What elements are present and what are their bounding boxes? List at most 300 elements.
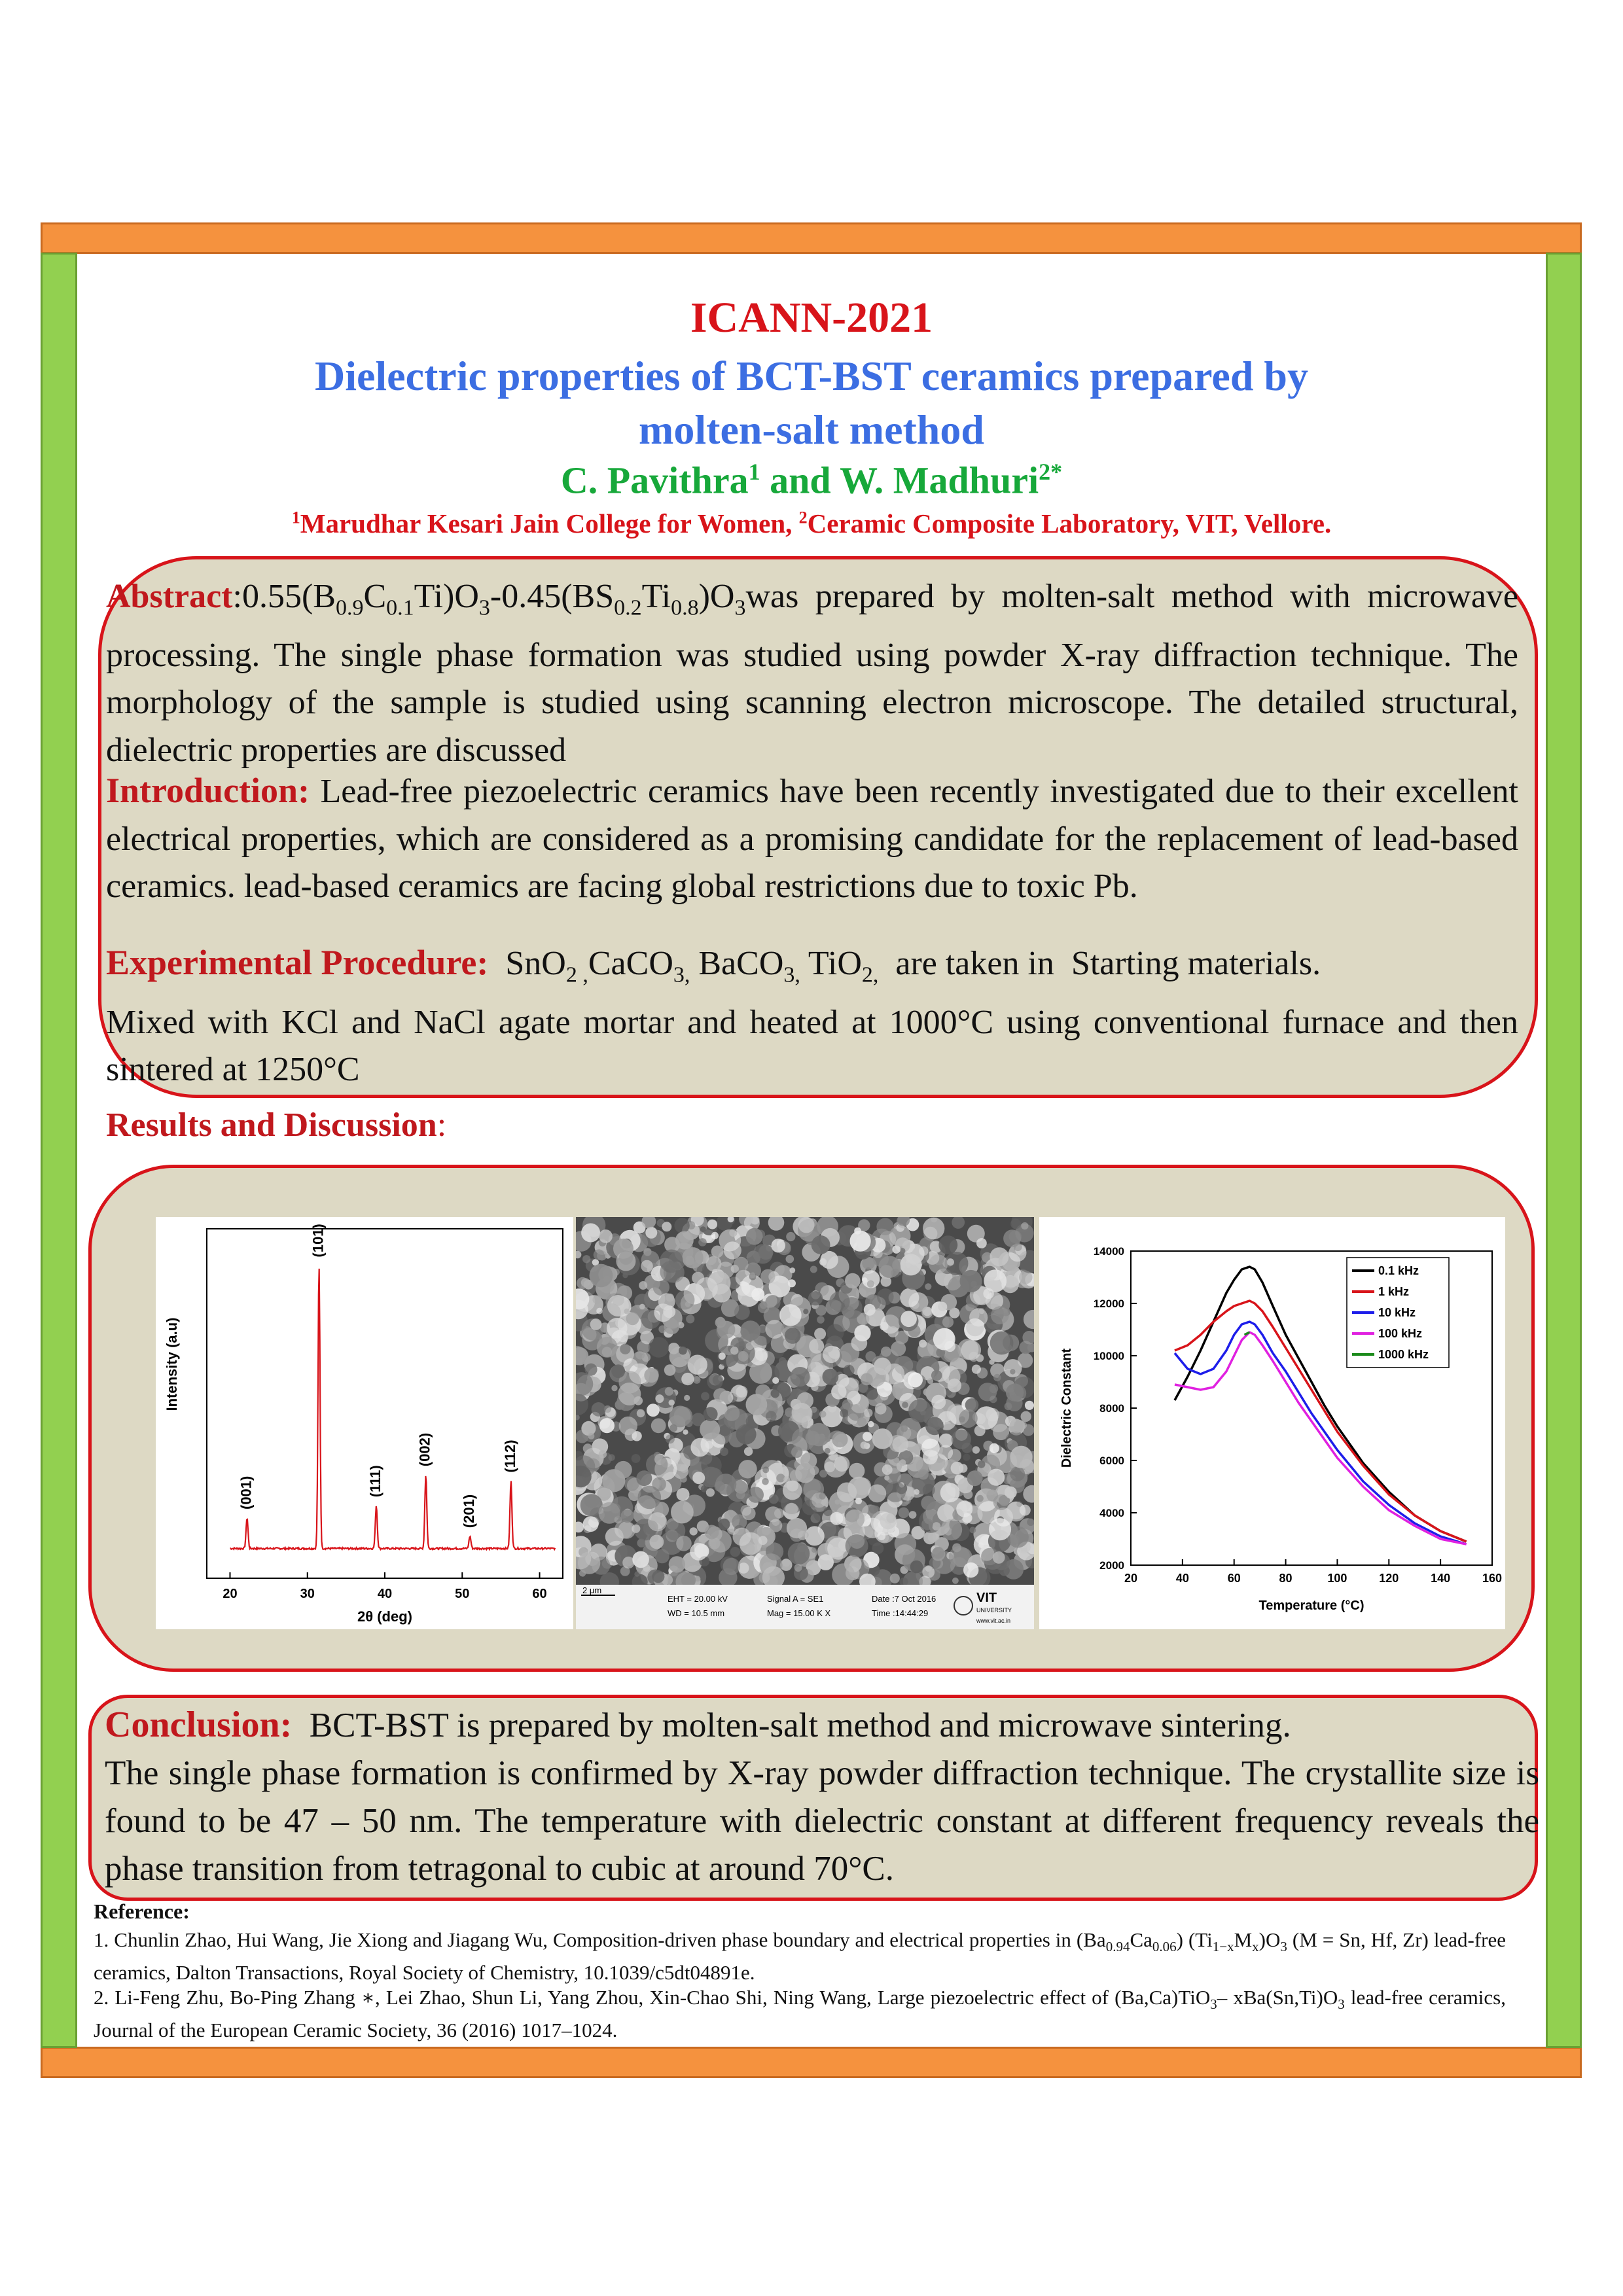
sem-grain (649, 1337, 669, 1357)
aff-2-sup: 2 (798, 508, 808, 527)
sem-grain (938, 1302, 947, 1311)
sem-grain (758, 1536, 768, 1545)
formula-sub: 0.2 (614, 595, 642, 620)
sem-grain (919, 1339, 927, 1347)
sem-grain (952, 1430, 971, 1449)
sem-grain (624, 1309, 630, 1315)
ref-sub: 3 (1210, 1996, 1217, 2013)
sem-grain (690, 1438, 709, 1457)
formula-part: C (363, 578, 387, 615)
sem-grain (931, 1370, 942, 1381)
sem-grain (879, 1256, 901, 1278)
sem-grain (959, 1409, 978, 1428)
formula-sub: 0.8 (671, 595, 699, 620)
sem-grain (803, 1309, 808, 1314)
sem-grain (666, 1294, 674, 1302)
ref-sub: 1−x (1212, 1939, 1234, 1955)
abstract-text: was prepared by molten-salt method with microwave processing. The single phase formation was studied using powder X-ray diffraction technique. The morphology of the sample is studied using scanning electron microscope. The detailed structural, dielectric properties are discussed (106, 578, 1518, 769)
sem-grain (861, 1441, 868, 1449)
sem-grain (679, 1347, 687, 1355)
sem-grain (654, 1303, 672, 1322)
sem-grain (655, 1394, 664, 1403)
sem-grain (840, 1409, 848, 1417)
sem-grain (972, 1365, 981, 1374)
ref-text: lead-free ceramics, Journal of the European Ceramic Society, 36 (2016) 1017–1024. (94, 1986, 1506, 2042)
affiliation-2: Ceramic Composite Laboratory, VIT, Vellore. (807, 508, 1332, 539)
sem-grain (690, 1543, 707, 1561)
xrd-x-tick-label: 60 (532, 1587, 547, 1601)
sem-grain (782, 1559, 791, 1567)
sem-grain (874, 1506, 880, 1511)
chem-part: BaCO (690, 945, 784, 982)
sem-grain (1006, 1395, 1022, 1411)
sem-grain (993, 1551, 1005, 1564)
sem-grain (827, 1324, 844, 1341)
sem-grain (583, 1443, 593, 1453)
sem-grain (696, 1277, 718, 1299)
reference-2 (94, 1985, 1506, 2043)
sem-date: Date :7 Oct 2016 (872, 1594, 936, 1604)
sem-grain (582, 1255, 590, 1263)
sem-grain (692, 1472, 705, 1484)
sem-grain (620, 1344, 630, 1354)
sem-grain (989, 1518, 1011, 1540)
sem-grain (875, 1403, 887, 1415)
sem-grain (762, 1466, 769, 1473)
sem-grain (817, 1316, 825, 1324)
sem-scale-label: 2 μm (582, 1585, 602, 1595)
sem-grain (669, 1556, 685, 1572)
ref-text: Ca (1130, 1928, 1152, 1951)
sem-grain (975, 1406, 998, 1429)
poster-title-line1: Dielectric properties of BCT-BST ceramics prepared by (314, 353, 1309, 399)
sem-grain (969, 1527, 976, 1533)
sem-grain (885, 1481, 906, 1502)
sem-grain (923, 1450, 938, 1465)
sem-grain (711, 1232, 719, 1239)
sem-grain (758, 1302, 769, 1313)
sem-grain (792, 1403, 812, 1423)
sem-grain (666, 1434, 675, 1443)
sem-grain (690, 1527, 698, 1535)
sem-grain (899, 1508, 910, 1519)
xrd-peak-label: (201) (461, 1494, 478, 1528)
sem-grain (990, 1385, 999, 1394)
sem-grain (632, 1551, 649, 1568)
experimental-text-mid: are taken in Starting materials. (878, 945, 1321, 982)
sem-grain (619, 1250, 633, 1265)
sem-grain (830, 1512, 843, 1525)
sem-grain (644, 1368, 658, 1383)
sem-grain (734, 1257, 749, 1272)
sem-grain (963, 1563, 978, 1578)
sem-grain (717, 1321, 735, 1339)
sem-grain (969, 1308, 988, 1326)
poster-title-line2: molten-salt method (639, 406, 984, 453)
conclusion-text-1: BCT-BST is prepared by molten-salt method and microwave sintering. (292, 1706, 1291, 1744)
sem-grain (698, 1238, 707, 1246)
sem-grain (938, 1235, 957, 1254)
author-2: W. Madhuri (840, 459, 1039, 502)
sem-grain (918, 1470, 929, 1480)
xrd-figure (156, 1217, 573, 1629)
xrd-peak-label: (111) (366, 1465, 383, 1498)
sem-grain (923, 1531, 936, 1544)
sem-grain (832, 1432, 847, 1447)
top-border-bar (41, 222, 1582, 254)
sem-grain (831, 1384, 846, 1399)
sem-grain (581, 1421, 596, 1436)
sem-grain (819, 1411, 827, 1418)
sem-grain (929, 1254, 948, 1273)
sem-grain (786, 1232, 795, 1241)
sem-grain (677, 1488, 690, 1501)
diel-y-tick-label: 2000 (1099, 1559, 1124, 1572)
sem-micrograph (576, 1217, 1034, 1629)
sem-figure (576, 1217, 1034, 1629)
sem-grain (933, 1335, 943, 1345)
sem-grain (594, 1249, 605, 1260)
sem-grain (808, 1423, 831, 1447)
sem-grain (772, 1377, 779, 1384)
sem-grain (922, 1566, 935, 1578)
sem-grain (963, 1454, 970, 1461)
sem-grain (972, 1446, 980, 1453)
sem-grain (736, 1386, 748, 1398)
sem-grain (861, 1373, 873, 1386)
sem-grain (645, 1227, 657, 1239)
sem-grain (747, 1487, 764, 1503)
affiliation-1: Marudhar Kesari Jain College for Women, (300, 508, 799, 539)
sem-grain (857, 1417, 866, 1426)
sem-grain (647, 1404, 660, 1417)
sem-grain (921, 1519, 933, 1530)
sem-grain (700, 1226, 706, 1232)
sem-grain (868, 1485, 886, 1503)
sem-grain (597, 1337, 618, 1358)
sem-grain (715, 1481, 725, 1492)
sem-grain (583, 1516, 599, 1532)
sem-grain (993, 1494, 1009, 1510)
formula-sub: 0.1 (386, 595, 414, 620)
sem-grain (632, 1525, 640, 1533)
sem-url: www.vit.ac.in (976, 1617, 1011, 1624)
sem-grain (890, 1574, 900, 1583)
sem-grain (701, 1392, 709, 1400)
sem-grain (665, 1387, 673, 1396)
sem-grain (707, 1374, 722, 1390)
sem-grain (622, 1273, 628, 1278)
sem-grain (632, 1454, 641, 1463)
sem-grain (783, 1481, 802, 1500)
sem-grain (832, 1563, 855, 1586)
sem-grain (923, 1218, 944, 1239)
sem-grain (726, 1479, 749, 1502)
sem-grain (1010, 1218, 1021, 1229)
sem-grain (823, 1369, 839, 1385)
sem-grain (706, 1488, 715, 1496)
sem-grain (760, 1269, 775, 1284)
sem-grain (671, 1501, 694, 1524)
conclusion-label: Conclusion: (105, 1704, 293, 1745)
sem-grain (845, 1273, 861, 1289)
sem-grain (733, 1528, 751, 1546)
sem-grain (581, 1278, 590, 1287)
sem-info-bar (576, 1585, 1034, 1629)
sem-grain (976, 1495, 984, 1502)
sem-grain (592, 1295, 601, 1304)
sem-grain (800, 1453, 817, 1469)
diel-x-tick-label: 140 (1431, 1572, 1451, 1585)
sem-grain (646, 1454, 668, 1475)
sem-grain (724, 1407, 746, 1430)
sem-grain (648, 1512, 667, 1531)
sem-grain (947, 1258, 954, 1265)
sem-grain (809, 1339, 824, 1354)
sem-grain (989, 1360, 994, 1365)
starting-materials (505, 945, 879, 987)
xrd-peak-label: (112) (501, 1439, 518, 1473)
sem-grain (834, 1456, 850, 1472)
sem-grain (611, 1364, 625, 1378)
sem-grain (788, 1543, 810, 1565)
ref-text: 1. Chunlin Zhao, Hui Wang, Jie Xiong and Jiagang Wu, Composition-driven phase boundary and electrical properties in (Ba (94, 1928, 1106, 1951)
ref-text: ) (Ti (1176, 1928, 1213, 1951)
sem-grain (993, 1374, 1001, 1381)
sem-grain (876, 1218, 893, 1235)
sem-grain (948, 1379, 961, 1392)
sem-grain (952, 1544, 961, 1553)
sem-grain (978, 1460, 986, 1468)
formula-sub: 3 (734, 595, 746, 620)
introduction-paragraph (106, 767, 1518, 911)
sem-grain (940, 1519, 962, 1541)
sem-grain (746, 1342, 754, 1350)
sem-grain (1021, 1222, 1028, 1229)
sem-grain (855, 1498, 862, 1504)
reference-heading: Reference: (94, 1899, 190, 1923)
sem-grain (746, 1394, 768, 1415)
sem-grain (651, 1419, 666, 1434)
sem-grain (704, 1407, 718, 1421)
sem-grain (940, 1483, 960, 1502)
sem-eht: EHT = 20.00 kV (668, 1594, 728, 1604)
sem-grain (788, 1279, 796, 1287)
sem-grain (776, 1474, 785, 1482)
sem-grain (766, 1411, 777, 1422)
sem-grain (599, 1229, 613, 1243)
sem-grain (724, 1241, 741, 1259)
abstract-colon: : (232, 578, 242, 615)
sem-grain (660, 1250, 683, 1273)
introduction-text: Lead-free piezoelectric ceramics have been recently investigated due to their excellent electrical properties, which are considered as a promising candidate for the replacement of lead-based ceramics. lead-based ceramics are facing global restrictions due to toxic Pb. (106, 773, 1518, 905)
sem-grain (908, 1372, 923, 1387)
sem-grain (771, 1389, 780, 1398)
abstract-label: Abstract (106, 578, 233, 615)
sem-grain (652, 1570, 664, 1583)
chem-sub: 2, (861, 963, 879, 987)
sem-grain (675, 1231, 694, 1250)
chem-part: SnO (505, 945, 566, 982)
sem-grain (872, 1428, 893, 1449)
sem-grain (658, 1325, 666, 1333)
introduction-label: Introduction: (106, 771, 310, 810)
sem-grain (866, 1387, 878, 1400)
xrd-pattern-plot (156, 1217, 573, 1629)
experimental-paragraph (106, 939, 1518, 1094)
sem-grain (769, 1494, 779, 1504)
results-heading-colon: : (437, 1106, 447, 1144)
sem-grain (990, 1443, 999, 1453)
sem-grain (961, 1340, 982, 1360)
abstract-formula (241, 578, 746, 620)
sem-grain (1020, 1505, 1031, 1516)
sem-grain (705, 1525, 719, 1540)
ref-text: – xBa(Sn,Ti)O (1217, 1986, 1338, 2009)
sem-grain (942, 1316, 954, 1328)
sem-grain (707, 1220, 717, 1229)
formula-part: Ti (641, 578, 671, 615)
sem-grain (991, 1306, 1009, 1324)
sem-grain (700, 1419, 720, 1439)
sem-grain (720, 1447, 728, 1456)
sem-grain (590, 1264, 613, 1288)
dielectric-figure (1039, 1217, 1505, 1629)
sem-grain (1004, 1359, 1022, 1377)
sem-grain (785, 1503, 798, 1515)
diel-legend-label: 0.1 kHz (1378, 1264, 1419, 1277)
sem-grain (681, 1373, 694, 1385)
sem-grain (641, 1260, 653, 1273)
sem-grain (713, 1388, 727, 1402)
sem-grain (892, 1436, 908, 1453)
sem-logo-sub: UNIVERSITY (976, 1607, 1012, 1614)
sem-grain (626, 1312, 639, 1325)
sem-grain (717, 1262, 734, 1279)
sem-grain (810, 1266, 817, 1273)
ref-sub: 3 (1280, 1939, 1287, 1955)
diel-x-tick-label: 160 (1482, 1572, 1503, 1585)
sem-grain (1009, 1419, 1024, 1434)
diel-y-axis-label: Dielectric Constant (1060, 1348, 1074, 1468)
sem-grain (599, 1450, 607, 1458)
sem-grain (874, 1358, 891, 1375)
sem-grain (1021, 1411, 1031, 1422)
diel-y-tick-label: 14000 (1093, 1245, 1124, 1258)
sem-grain (817, 1554, 834, 1570)
sem-grain (902, 1402, 908, 1408)
conclusion-text-2: The single phase formation is confirmed by X-ray powder diffraction technique. The crystallite size is found to be 47 – 50 nm. The temperature with dielectric constant at different frequency reveals the phase transition from tetragonal to cubic at around 70°C. (105, 1754, 1539, 1888)
formula-part: )O (698, 578, 735, 615)
sem-grain (1010, 1369, 1015, 1374)
sem-grain (844, 1365, 855, 1376)
xrd-x-tick-label: 40 (377, 1587, 393, 1601)
author-1-sup: 1 (748, 459, 760, 485)
sem-grain (938, 1445, 954, 1460)
sem-grain (845, 1510, 865, 1529)
ref-text: 2. Li-Feng Zhu, Bo-Ping Zhang ∗, Lei Zhao, Shun Li, Yang Zhou, Xin-Chao Shi, Ning Wang, Large piezoelectric effect of (Ba,Ca)TiO (94, 1986, 1211, 2009)
sem-grain (607, 1318, 627, 1338)
results-heading-text: Results and Discussion (106, 1106, 437, 1144)
diel-y-tick-label: 8000 (1099, 1402, 1124, 1415)
sem-grain (590, 1318, 602, 1330)
sem-grain (909, 1511, 917, 1519)
xrd-x-tick-label: 20 (223, 1587, 238, 1601)
sem-grain (960, 1270, 982, 1292)
sem-grain (637, 1409, 645, 1418)
sem-grain (669, 1400, 675, 1405)
sem-grain (581, 1224, 600, 1243)
sem-grain (880, 1513, 896, 1529)
sem-grain (812, 1547, 817, 1553)
sem-grain (824, 1462, 835, 1473)
diel-y-tick-label: 6000 (1099, 1455, 1124, 1467)
sem-grain (901, 1311, 917, 1327)
sem-grain (931, 1395, 946, 1409)
chem-sub: 3, (673, 963, 690, 987)
diel-x-axis-label: Temperature (°C) (1258, 1598, 1364, 1613)
sem-grain (650, 1535, 664, 1549)
formula-sub: 0.9 (335, 595, 364, 620)
sem-grain (825, 1448, 830, 1454)
sem-grain (923, 1484, 935, 1496)
sem-grain (919, 1246, 928, 1256)
sem-grain (921, 1496, 935, 1510)
abstract-paragraph (106, 573, 1518, 774)
sem-grain (736, 1270, 752, 1286)
sem-grain (814, 1328, 826, 1340)
sem-grain (867, 1280, 874, 1288)
experimental-text: Mixed with KCl and NaCl agate mortar and heated at 1000°C using conventional furnace and then sintered at 1250°C (106, 1003, 1518, 1089)
diel-x-tick-label: 120 (1379, 1572, 1399, 1585)
chem-part: CaCO (588, 945, 673, 982)
sem-grain (611, 1496, 633, 1519)
sem-grain (868, 1421, 874, 1428)
sem-grain (588, 1433, 595, 1439)
sem-grain (840, 1297, 862, 1318)
ref-sub: 0.06 (1152, 1939, 1177, 1955)
sem-grain (762, 1478, 769, 1485)
sem-grain (910, 1561, 923, 1574)
sem-grain (786, 1255, 794, 1263)
sem-grain (680, 1475, 687, 1483)
sem-grain (880, 1322, 888, 1330)
sem-grain (639, 1304, 645, 1310)
sem-grain (899, 1578, 908, 1586)
sem-grain (669, 1424, 677, 1432)
sem-grain (608, 1454, 615, 1460)
sem-grain (599, 1418, 615, 1433)
dielectric-chart (1039, 1217, 1505, 1629)
sem-grain (1010, 1466, 1025, 1481)
sem-grain (746, 1228, 763, 1245)
diel-x-tick-label: 40 (1175, 1572, 1189, 1585)
conference-name: ICANN-2021 (690, 294, 933, 342)
sem-grain (664, 1364, 676, 1376)
sem-grain (819, 1492, 825, 1499)
xrd-y-axis-label: Intensity (a.u) (164, 1317, 180, 1411)
formula-part: Ti)O (414, 578, 479, 615)
diel-x-tick-label: 60 (1227, 1572, 1241, 1585)
xrd-x-axis-label: 2θ (deg) (357, 1608, 413, 1625)
sem-grain (881, 1347, 891, 1357)
sem-grain (900, 1288, 919, 1307)
formula-sub: 3 (478, 595, 490, 620)
author-2-sup: 2* (1039, 459, 1063, 485)
sem-grain (730, 1547, 740, 1557)
diel-y-tick-label: 4000 (1099, 1507, 1124, 1519)
xrd-x-tick-label: 50 (455, 1587, 470, 1601)
